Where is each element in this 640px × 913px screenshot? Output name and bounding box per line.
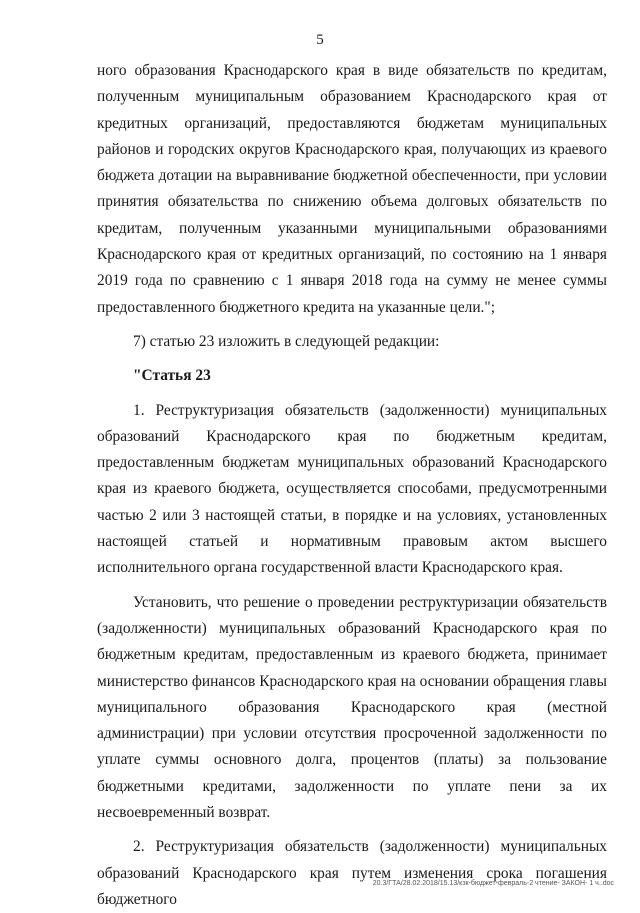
page-number: 5 xyxy=(316,32,324,48)
paragraph-article-part-2: 2. Реструктуризация обязательств (задолженности) муниципальных образований Краснодарского края путем изменения срока погашения бюджетного xyxy=(97,838,607,908)
article-heading: "Статья 23 xyxy=(133,367,211,385)
paragraph-decision: Установить, что решение о проведении реструктуризации обязательств (задолженности) муниципальных образований Краснодарского края по бюджетным кредитам, предоставленным из краевого бюджета, принимает министерство финансов Краснодарского края на основании обращения главы муниципального образования Краснодарского края (местной администрации) при условии отсутствия просроченной задолженности по уплате суммы основного долга, процентов (платы) за пользование бюджетными кредитами, задолженности по уплате пени за их несвоевременный возврат. xyxy=(97,593,607,822)
document-body xyxy=(97,58,607,913)
paragraph-continuation: ного образования Краснодарского края в виде обязательств по кредитам, полученным муниципальным образованием Краснодарского края от кредитных организаций, предоставляются бюджетам муниципальных районов и городских округов Краснодарского края, получающих из краевого бюджета дотации на выравнивание бюджетной обеспеченности, при условии принятия обязательства по снижению объема долговых обязательств по кредитам, полученным указанными муниципальными образованиями Краснодарского края от кредитных организаций, по состоянию на 1 января 2019 года по сравнению с 1 января 2018 года на сумму не менее суммы предоставленного бюджетного кредита на указанные цели."; xyxy=(97,62,607,316)
file-path-footer: 20.3/ГТА/28.02.2018/15.13/кзк-бюджет-февраль-2 чтение- ЗАКОН- 1 ч..doc xyxy=(372,880,614,887)
paragraph-amendment-item: 7) статью 23 изложить в следующей редакции: xyxy=(133,332,440,350)
paragraph-article-part-1: 1. Реструктуризация обязательств (задолженности) муниципальных образований Краснодарского края по бюджетным кредитам, предоставленным бюджетам муниципальных образований Краснодарского края из краевого бюджета, осуществляется способами, предусмотренными частью 2 или 3 настоящей статьи, в порядке и на условиях, установленных настоящей статьей и нормативным правовым актом высшего исполнительного органа государственной власти Краснодарского края. xyxy=(97,401,607,577)
